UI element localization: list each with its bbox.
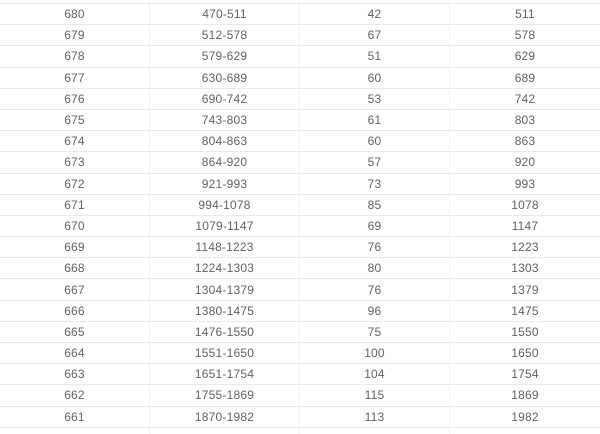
table-row xyxy=(0,195,600,216)
table-cell-range-end: 1078 xyxy=(511,197,539,212)
table-row xyxy=(0,279,600,300)
table-row xyxy=(0,343,600,364)
table-cell-range: 994-1078 xyxy=(150,195,300,215)
table-cell-score: 661 xyxy=(0,407,150,427)
table-cell-count: 73 xyxy=(300,174,450,194)
table-row xyxy=(0,110,600,131)
table-cell-range-end: 1475 xyxy=(511,303,539,318)
table-cell-range-end: 993 xyxy=(514,176,536,191)
table-cell-range-end: 511 xyxy=(515,7,535,22)
table-row xyxy=(0,301,600,322)
table-cell-range: 1148-1223 xyxy=(150,237,300,257)
table-cell-range-end: 629 xyxy=(514,49,536,64)
table-cell-range-end: 1550 xyxy=(511,324,539,339)
table-row xyxy=(0,46,600,67)
table-cell-score: 669 xyxy=(0,237,150,257)
table-cell-range: 1755-1869 xyxy=(150,385,300,405)
table-cell xyxy=(150,0,300,3)
cropped-row-bottom xyxy=(0,428,600,434)
table-row xyxy=(0,4,600,25)
table-cell-score: 662 xyxy=(0,385,150,405)
table-row xyxy=(0,407,600,428)
table-cell-range: 921-993 xyxy=(150,174,300,194)
table-cell-score: 671 xyxy=(0,195,150,215)
table-cell-range: 1651-1754 xyxy=(150,364,300,384)
table-row xyxy=(0,25,600,46)
table-cell-range: 1870-1982 xyxy=(150,407,300,427)
table-cell-count: 61 xyxy=(300,110,450,130)
table-cell xyxy=(300,428,450,434)
table-cell xyxy=(450,428,600,434)
table-cell xyxy=(0,0,150,3)
table-cell-score: 680 xyxy=(0,4,150,24)
table-cell-score: 677 xyxy=(0,68,150,88)
table-row xyxy=(0,89,600,110)
table-row xyxy=(0,322,600,343)
table-cell-range-end: 1869 xyxy=(511,388,539,403)
table-cell-range: 1224-1303 xyxy=(150,258,300,278)
table-cell-range: 804-863 xyxy=(150,131,300,151)
table-cell-range: 1476-1550 xyxy=(150,322,300,342)
table-cell xyxy=(150,428,300,434)
table-cell-count: 53 xyxy=(300,89,450,109)
table-cell-score: 675 xyxy=(0,110,150,130)
table-row xyxy=(0,216,600,237)
table-cell-count: 42 xyxy=(300,4,450,24)
table-row xyxy=(0,258,600,279)
table-body xyxy=(0,4,600,428)
table-cell-range-end: 689 xyxy=(514,70,536,85)
table-cell xyxy=(450,0,600,3)
table-cell-count: 96 xyxy=(300,301,450,321)
table-cell-range: 630-689 xyxy=(150,68,300,88)
table-row xyxy=(0,131,600,152)
table-row xyxy=(0,237,600,258)
table-cell-count: 60 xyxy=(300,68,450,88)
table-cell xyxy=(300,0,450,3)
table-cell-range-end: 1754 xyxy=(511,367,539,382)
table-cell-range: 1079-1147 xyxy=(150,216,300,236)
table-cell-score: 670 xyxy=(0,216,150,236)
table-cell-count: 75 xyxy=(300,322,450,342)
table-cell xyxy=(0,428,150,434)
table-cell-score: 667 xyxy=(0,279,150,299)
table-cell-count: 113 xyxy=(300,407,450,427)
table-cell-range: 1551-1650 xyxy=(150,343,300,363)
table-cell-range-end: 1223 xyxy=(511,240,539,255)
table-cell-score: 664 xyxy=(0,343,150,363)
table-cell-count: 76 xyxy=(300,279,450,299)
table-cell-range-end: 1650 xyxy=(511,346,539,361)
table-cell-score: 673 xyxy=(0,152,150,172)
table-cell-count: 80 xyxy=(300,258,450,278)
table-cell-score: 678 xyxy=(0,46,150,66)
table-cell-score: 676 xyxy=(0,89,150,109)
table-cell-range: 1304-1379 xyxy=(150,279,300,299)
table-cell-score: 668 xyxy=(0,258,150,278)
table-cell-count: 115 xyxy=(300,385,450,405)
table-cell-range-end: 742 xyxy=(514,91,536,106)
table-cell-count: 85 xyxy=(300,195,450,215)
table-cell-score: 666 xyxy=(0,301,150,321)
table-cell-range-end: 863 xyxy=(514,134,536,149)
table-row xyxy=(0,364,600,385)
table-cell-count: 51 xyxy=(300,46,450,66)
table-cell-count: 76 xyxy=(300,237,450,257)
table-cell-range-end: 920 xyxy=(514,155,536,170)
table-cell-count: 57 xyxy=(300,152,450,172)
table-cell-range-end: 803 xyxy=(514,113,536,128)
table-cell-range-end: 1379 xyxy=(511,282,539,297)
table-row xyxy=(0,174,600,195)
table-cell-score: 679 xyxy=(0,25,150,45)
table-cell-range: 690-742 xyxy=(150,89,300,109)
table-cell-range: 743-803 xyxy=(150,110,300,130)
table-cell-range-end: 1147 xyxy=(511,218,539,233)
table-cell-range-end: 578 xyxy=(514,28,536,43)
table-cell-score: 672 xyxy=(0,174,150,194)
table-cell-range: 864-920 xyxy=(150,152,300,172)
table-cell-count: 100 xyxy=(300,343,450,363)
table-cell-range-end: 1303 xyxy=(511,261,539,276)
table-row xyxy=(0,152,600,173)
table-cell-range: 579-629 xyxy=(150,46,300,66)
table-cell-count: 69 xyxy=(300,216,450,236)
table-cell-range-end: 1982 xyxy=(511,409,539,424)
table-cell-score: 674 xyxy=(0,131,150,151)
table-cell-range: 1380-1475 xyxy=(150,301,300,321)
table-cell-count: 60 xyxy=(300,131,450,151)
table-row xyxy=(0,68,600,89)
table-cell-count: 104 xyxy=(300,364,450,384)
table-cell-score: 663 xyxy=(0,364,150,384)
table-row xyxy=(0,385,600,406)
table-cell-score: 665 xyxy=(0,322,150,342)
table-cell-range: 470-511 xyxy=(150,4,300,24)
table-cell-range: 512-578 xyxy=(150,25,300,45)
table-cell-count: 67 xyxy=(300,25,450,45)
